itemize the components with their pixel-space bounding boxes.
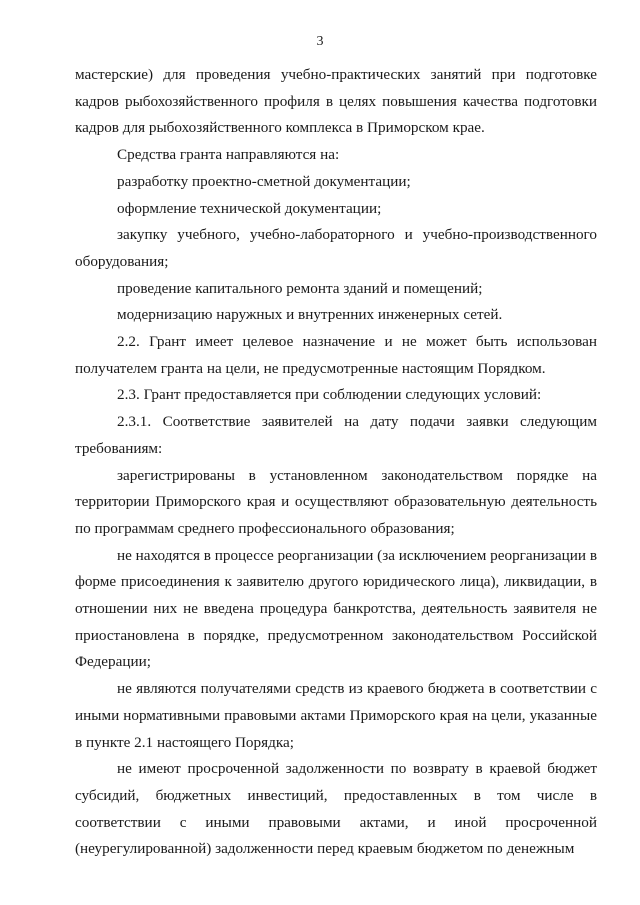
list-item: не являются получателями средств из краевого бюджета в соответствии с иными нормативными правовыми актами Приморского края на цели, указанные в пункте 2.1 настоящего Порядка; (75, 680, 597, 751)
paragraph: 2.2. Грант имеет целевое назначение и не может быть использован получателем гранта на цели, не предусмотренные настоящим Порядком. (75, 333, 597, 377)
paragraph: мастерские) для проведения учебно-практических занятий при подготовке кадров рыбохозяйственного профиля в целях повышения качества подготовки кадров для рыбохозяйственного комплекса в Приморском крае. (75, 66, 597, 137)
list-item: зарегистрированы в установленном законодательством порядке на территории Приморского края и осуществляют образовательную деятельность по программам среднего профессионального образования; (75, 466, 597, 537)
list-item: закупку учебного, учебно-лабораторного и учебно-производственного оборудования; (75, 226, 597, 270)
page-number: 3 (316, 34, 324, 49)
list-item: разработку проектно-сметной документации; (117, 172, 411, 190)
document-body (75, 62, 597, 863)
list-item: модернизацию наружных и внутренних инженерных сетей. (117, 306, 503, 324)
paragraph: Средства гранта направляются на: (117, 146, 340, 164)
list-item: оформление технической документации; (117, 199, 382, 217)
list-item: не имеют просроченной задолженности по возврату в краевой бюджет субсидий, бюджетных инвестиций, предоставленных в том числе в соответствии с иными правовыми актами, и иной просроченной (неурегулированной) задолженности перед краевым бюджетом по денежным (75, 760, 597, 858)
list-item: проведение капитального ремонта зданий и помещений; (117, 279, 483, 297)
paragraph: 2.3.1. Соответствие заявителей на дату подачи заявки следующим требованиям: (75, 413, 597, 457)
list-item: не находятся в процессе реорганизации (за исключением реорганизации в форме присоединения к заявителю другого юридического лица), ликвидации, в отношении них не введена процедура банкротства, деятельность заявителя не приостановлена в порядке, предусмотренном законодательством Российской Федерации; (75, 546, 597, 671)
paragraph: 2.3. Грант предоставляется при соблюдении следующих условий: (117, 386, 542, 404)
